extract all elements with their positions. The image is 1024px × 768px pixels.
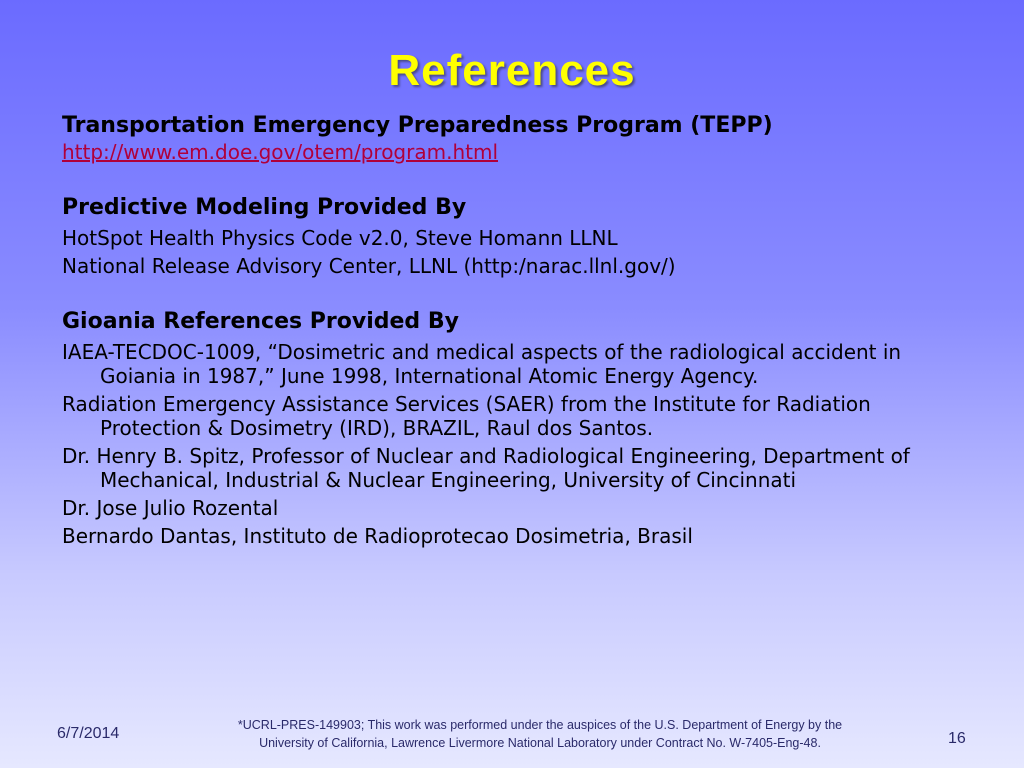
reference-line: Radiation Emergency Assistance Services (SAER) from the Institute for Radiation Protection & Dosimetry (IRD), BRAZIL, Raul dos Santos. [62,392,871,440]
section-heading: Gioania References Provided By [62,309,459,334]
slide-content [62,112,962,548]
slide-title: References [388,46,636,95]
footer-note [190,716,890,752]
reference-line: National Release Advisory Center, LLNL (http:/narac.llnl.gov/) [62,254,676,278]
section-gioania-references [62,308,962,548]
reference-line: Dr. Jose Julio Rozental [62,496,279,520]
reference-line: Bernardo Dantas, Instituto de Radioprotecao Dosimetria, Brasil [62,524,693,548]
page-number: 16 [948,730,966,747]
section-tepp [62,112,962,164]
reference-line: IAEA-TECDOC-1009, “Dosimetric and medical aspects of the radiological accident in Goiania in 1987,” June 1998, International Atomic Energy Agency. [62,340,902,388]
section-heading: Transportation Emergency Preparedness Program (TEPP) [62,113,773,138]
footer-note-line: University of California, Lawrence Livermore National Laboratory under Contract No. W-7405-Eng-48. [259,736,821,750]
tepp-link[interactable]: http://www.em.doe.gov/otem/program.html [62,140,498,164]
footer-date: 6/7/2014 [57,725,120,742]
reference-line: Dr. Henry B. Spitz, Professor of Nuclear and Radiological Engineering, Department of Mechanical, Industrial & Nuclear Engineering, University of Cincinnati [62,444,910,492]
footer-note-line: *UCRL-PRES-149903; This work was performed under the auspices of the U.S. Department of Energy by the [237,718,843,732]
reference-line: HotSpot Health Physics Code v2.0, Steve Homann LLNL [62,226,618,250]
section-heading: Predictive Modeling Provided By [62,195,467,220]
section-predictive-modeling [62,194,962,278]
